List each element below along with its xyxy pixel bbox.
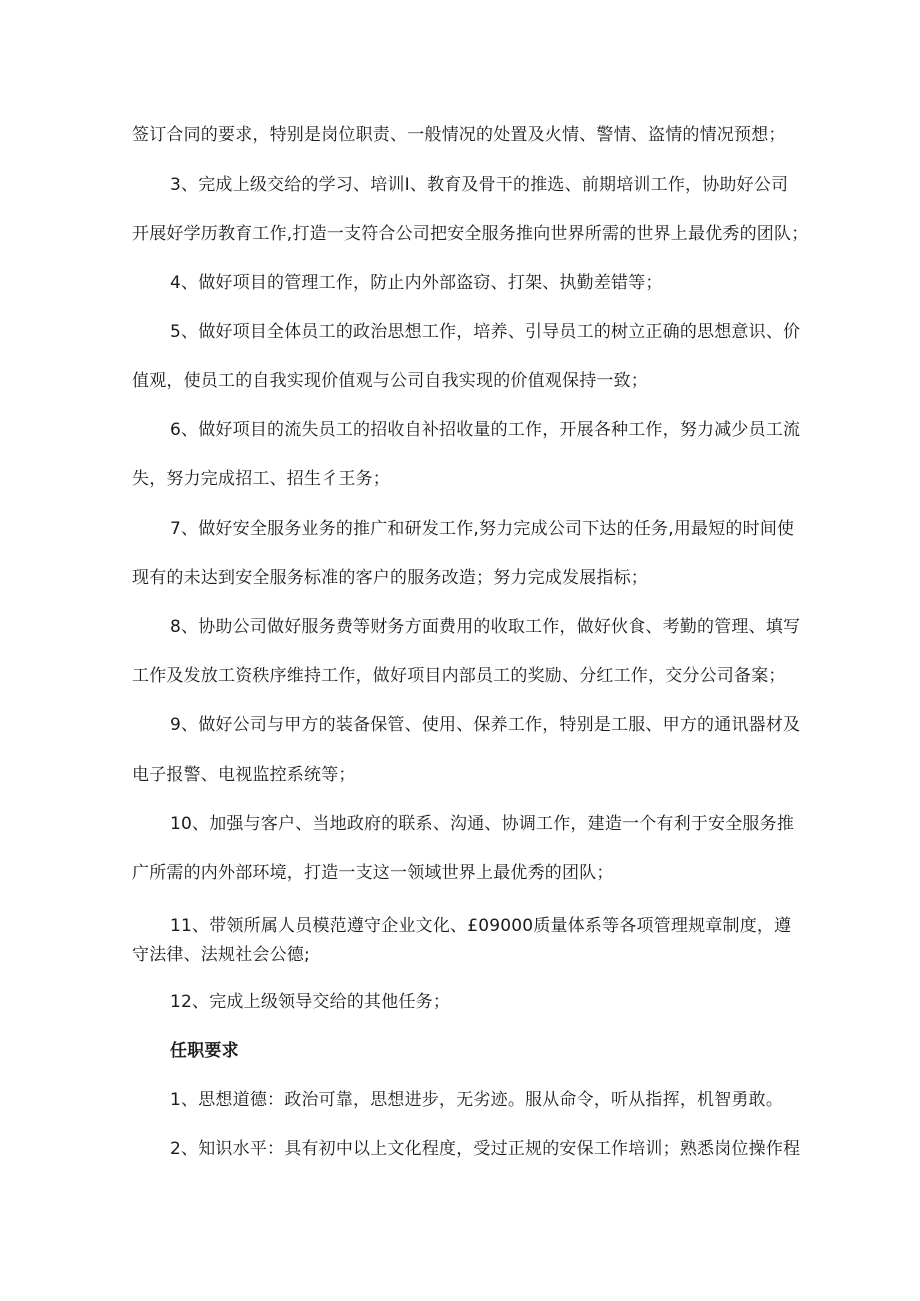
section-heading: 任职要求 bbox=[170, 1041, 239, 1061]
paragraph-line: 开展好学历教育工作,打造一支符合公司把安全服务推向世界所需的世界上最优秀的团队； bbox=[132, 224, 809, 244]
paragraph-line: 电子报警、电视监控系统等； bbox=[132, 765, 356, 785]
paragraph-line: 签订合同的要求，特别是岗位职责、一般情况的处置及火情、警情、盗情的情况预想； bbox=[132, 125, 786, 145]
paragraph-line: 6、做好项目的流失员工的招收自补招收量的工作，开展各种工作，努力减少员工流 bbox=[170, 420, 801, 440]
paragraph-line: 8、协助公司做好服务费等财务方面费用的收取工作，做好伙食、考勤的管理、填写 bbox=[170, 617, 801, 637]
paragraph-line: 广所需的内外部环境，打造一支这一领域世界上最优秀的团队； bbox=[132, 863, 614, 883]
paragraph-line: 10、加强与客户、当地政府的联系、沟通、协调工作，建造一个有利于安全服务推 bbox=[170, 814, 795, 834]
paragraph-line: 11、带领所属人员模范遵守企业文化、£09000质量体系等各项管理规章制度，遵 bbox=[170, 916, 792, 936]
paragraph-line: 值观，使员工的自我实现价值观与公司自我实现的价值观保持一致； bbox=[132, 371, 648, 391]
paragraph-line: 1、思想道德：政治可靠，思想进步，无劣迹。服从命令，听从指挥，机智勇敢。 bbox=[170, 1090, 784, 1110]
paragraph-line: 失，努力完成招工、招生彳王务； bbox=[132, 469, 390, 489]
paragraph-line: 12、完成上级领导交给的其他任务； bbox=[170, 992, 451, 1012]
paragraph-line: 9、做好公司与甲方的装备保管、使用、保养工作，特别是工服、甲方的通讯器材及 bbox=[170, 715, 801, 735]
paragraph-line: 5、做好项目全体员工的政治思想工作，培养、引导员工的树立正确的思想意识、价 bbox=[170, 322, 801, 342]
paragraph-line: 3、完成上级交给的学习、培训I、教育及骨干的推选、前期培训工作，协助好公司 bbox=[170, 175, 789, 195]
paragraph-line: 2、知识水平：具有初中以上文化程度，受过正规的安保工作培训；熟悉岗位操作程 bbox=[170, 1139, 801, 1159]
paragraph-line: 守法律、法规社会公德; bbox=[132, 945, 310, 965]
paragraph-line: 现有的未达到安全服务标准的客户的服务改造；努力完成发展指标； bbox=[132, 568, 648, 588]
paragraph-line: 7、做好安全服务业务的推广和研发工作,努力完成公司下达的任务,用最短的时间使 bbox=[170, 519, 795, 539]
paragraph-line: 4、做好项目的管理工作，防止内外部盗窃、打架、执勤差错等； bbox=[170, 273, 663, 293]
paragraph-line: 工作及发放工资秩序维持工作，做好项目内部员工的奖励、分红工作，交分公司备案； bbox=[132, 666, 786, 686]
